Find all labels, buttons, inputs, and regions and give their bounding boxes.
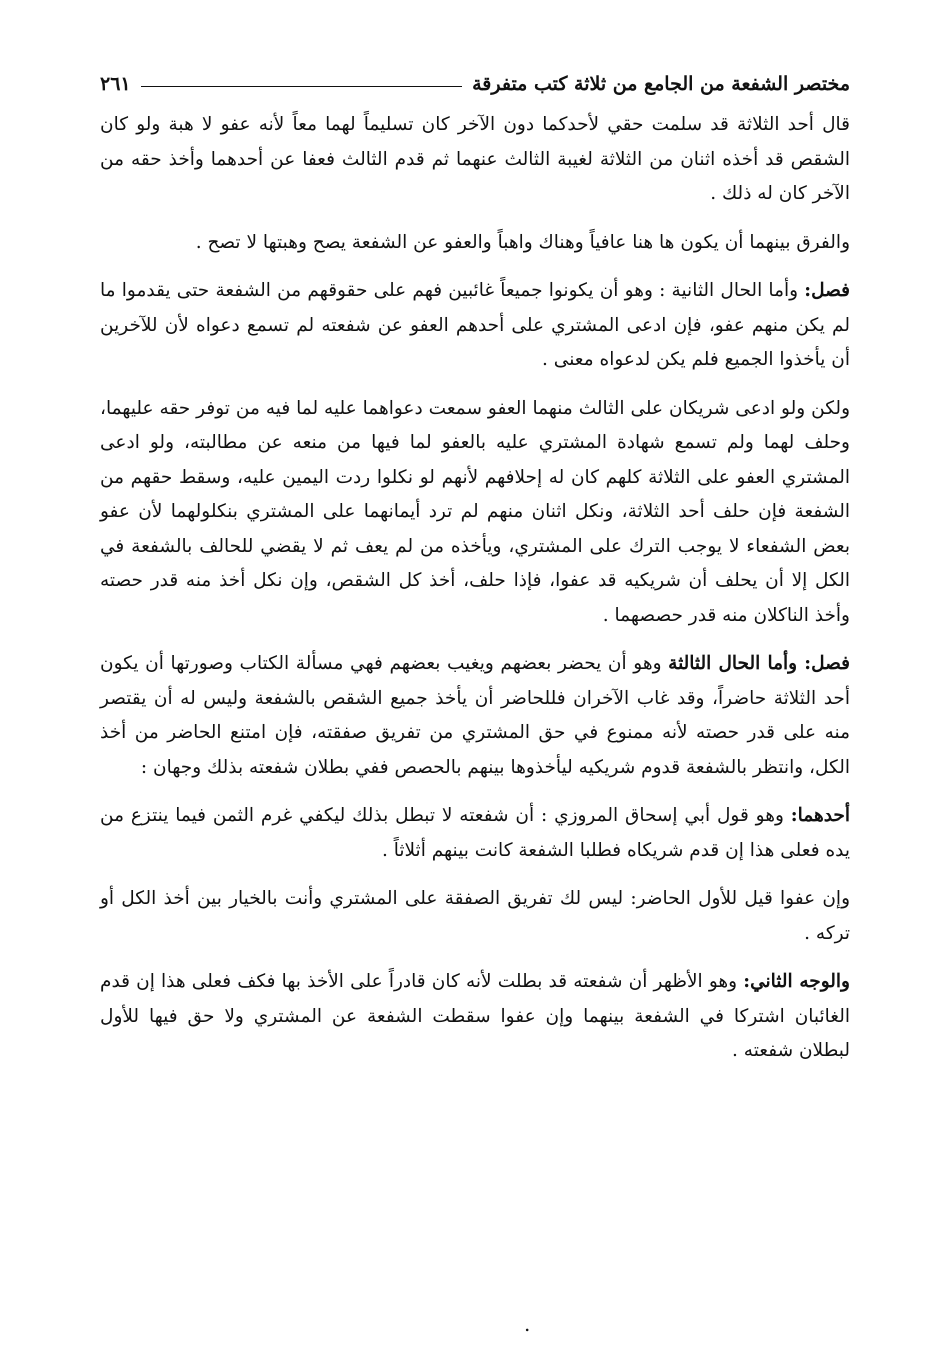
paragraph-text: والفرق بينهما أن يكون ها هنا عافياً وهناك واهباً والعفو عن الشفعة يصح وهبتها لا تصح . [195, 231, 850, 253]
book-page [100, 62, 850, 1083]
paragraph [100, 274, 850, 378]
paragraph [100, 799, 850, 868]
paragraph-text: وأما الحال الثانية : وهو أن يكونوا جميعاً غائبين فهم على حقوقهم من الشفعة حتى يقدموا ما لم يكن منهم عفو، فإن ادعى المشتري على أحدهم العفو عن شفعته لم تسمع دعواه لأن للآخرين أن يأخذوا الجميع فلم يكن لدعواه معنى . [100, 280, 850, 370]
paragraph-lead: والوجه الثاني: [743, 971, 850, 992]
paragraph-lead: فصل: وأما الحال الثالثة [668, 653, 850, 674]
paragraph-text: قال أحد الثلاثة قد سلمت حقي لأحدكما دون الآخر كان تسليماً لهما معاً لأنه عفو لا هبة ولو كان الشقص قد أخذه اثنان من الثلاثة لغيبة الثالث عنهما ثم قدم الثالث فعفا عن أحدهما وأخذ حقه من الآخر كان له ذلك . [100, 114, 850, 204]
header-title: مختصر الشفعة من الجامع من ثلاثة كتب متفرقة [472, 73, 850, 95]
paragraph [100, 392, 850, 634]
page-number: ٢٦١ [100, 73, 131, 95]
paragraph-text: وإن عفوا قيل للأول الحاضر: ليس لك تفريق الصفقة على المشتري وأنت بالخيار بين أخذ الكل أو تركه . [100, 888, 850, 944]
paragraph-text: وهو الأظهر أن شفعته قد بطلت لأنه كان قادراً على الأخذ بها فكف فعلى هذا إن قدم الغائبان اشتركا في الشفعة بينهما وإن عفوا سقطت الشفعة عن المشتري ولا حق فيها للأول لبطلان شفعته . [100, 971, 850, 1061]
paragraph-text: ولكن ولو ادعى شريكان على الثالث منهما العفو سمعت دعواهما عليه لما فيه من توفر حقه عليهما، وحلف لهما ولم تسمع شهادة المشتري عليه بالعفو لما فيها من منعه عن مطالبته، ولو ادعى المشتري العفو على الثلاثة كلهم كان له إحلافهم لأنهم لو نكلوا ردت اليمين عليه، وسقط حقهم من الشفعة فإن حلف أحد الثلاثة، ونكل اثنان منهم لم ترد أيمانهما على المشتري بنكلولهما لأن عفو بعض الشفعاء لا يوجب الترك على المشتري، ويأخذه من لم يعف ثم لا يقضي للحالف بالشفعة في الكل إلا أن يحلف أن شريكيه قد عفوا، فإذا حلف، أخذ كل الشقص، وإن نكل أخذ منه قدر حصته وأخذ الناكلان منه قدر حصصهما . [100, 397, 850, 626]
paragraph [100, 226, 850, 261]
page-foot-mark: . [524, 1312, 531, 1336]
body-text [100, 108, 850, 1069]
paragraph-lead: أحدهما: [790, 805, 850, 826]
paragraph-text: وهو قول أبي إسحاق المروزي : أن شفعته لا تبطل بذلك ليكفي غرم الثمن فيما ينتزع من يده فعلى هذا إن قدم شريكاه فطلبا الشفعة كانت بينهم أثلاثاً . [100, 805, 850, 861]
running-header [100, 62, 850, 106]
paragraph-lead: فصل: [804, 280, 850, 301]
paragraph-text: وهو أن يحضر بعضهم ويغيب بعضهم فهي مسألة الكتاب وصورتها أن يكون أحد الثلاثة حاضراً، وقد غاب الآخران فللحاضر أن يأخذ جميع الشقص بالشفعة وليس له أن يقتصر منه على قدر حصته لأنه ممنوع في حق المشتري من تفريق صفقته، فإن امتنع الحاضر من أخذ الكل، وانتظر بالشفعة قدوم شريكيه ليأخذوها بينهم بالحصص ففي بطلان شفعته بذلك وجهان : [100, 653, 850, 778]
paragraph [100, 108, 850, 212]
paragraph [100, 965, 850, 1069]
paragraph [100, 647, 850, 785]
paragraph [100, 882, 850, 951]
header-rule [141, 86, 462, 87]
